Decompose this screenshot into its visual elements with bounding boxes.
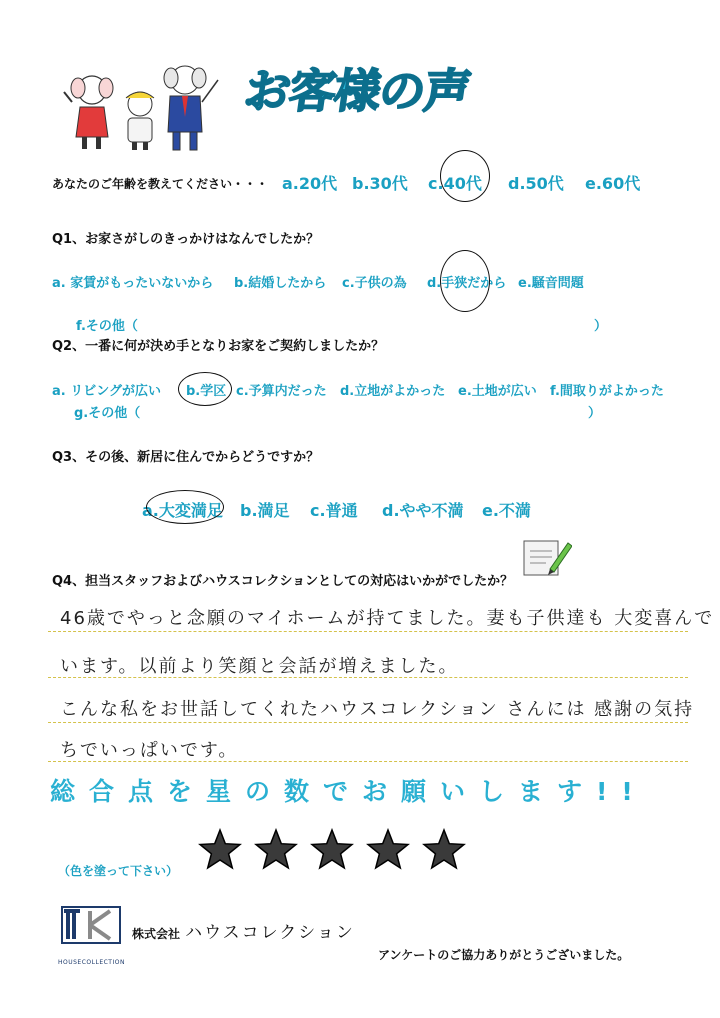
mascot-illustration: [60, 62, 220, 157]
star-icon[interactable]: [366, 828, 410, 872]
selected-circle-mark: [178, 372, 232, 406]
company-logo-icon: [58, 905, 124, 955]
star-icon[interactable]: [198, 828, 242, 872]
answer-rule: [48, 761, 688, 762]
age-option-b[interactable]: b.30代: [352, 174, 408, 193]
q2-option-d[interactable]: d.立地がよかった: [340, 384, 446, 399]
q2-other-close: ）: [588, 406, 602, 421]
q3-option-b[interactable]: b.満足: [240, 501, 290, 520]
q2-option-b[interactable]: b.学区: [186, 384, 227, 399]
selected-circle-mark: [440, 150, 490, 202]
q3-option-c[interactable]: c.普通: [310, 501, 358, 520]
thanks-message: アンケートのご協力ありがとうございました。: [378, 948, 630, 962]
q2-option-a[interactable]: a. リビングが広い: [52, 384, 161, 399]
age-option-c[interactable]: c.40代: [428, 174, 482, 193]
rating-note: （色を塗って下さい）: [58, 864, 179, 878]
selected-circle-mark: [440, 250, 490, 312]
q1-option-c[interactable]: c.子供の為: [342, 276, 407, 291]
answer-line-4: ちでいっぱいです。: [60, 740, 239, 761]
q3-option-a[interactable]: a.大変満足: [142, 501, 223, 520]
answer-line-1: 46歳でやっと念願のマイホームが持てました。妻も子供達も 大変喜んで: [60, 608, 715, 629]
q2-option-c[interactable]: c.予算内だった: [236, 384, 327, 399]
q4-question: Q4、担当スタッフおよびハウスコレクションとしての対応はいかがでしたか？: [52, 574, 514, 589]
star-rating[interactable]: [198, 828, 478, 878]
q3-option-e[interactable]: e.不満: [482, 501, 531, 520]
q2-option-e[interactable]: e.土地が広い: [458, 384, 537, 399]
selected-circle-mark: [146, 490, 224, 524]
q2-question: Q2、一番に何が決め手となりお家をご契約しましたか？: [52, 339, 385, 354]
q1-option-a[interactable]: a. 家賃がもったいないから: [52, 276, 214, 291]
q1-other-close: ）: [594, 319, 608, 334]
q3-question: Q3、その後、新居に住んでからどうですか？: [52, 450, 320, 465]
company-name: [132, 918, 355, 943]
q1-other-label[interactable]: f.その他（: [76, 319, 138, 334]
company-main-name: ハウスコレクション: [185, 923, 355, 943]
q3-option-d[interactable]: d.やや不満: [382, 501, 464, 520]
q1-option-b[interactable]: b.結婚したから: [234, 276, 327, 291]
star-icon[interactable]: [422, 828, 466, 872]
q2-other-label[interactable]: g.その他（: [74, 406, 141, 421]
age-option-a[interactable]: a.20代: [282, 174, 338, 193]
answer-line-3: こんな私をお世話してくれたハウスコレクション さんには 感謝の気持: [60, 699, 695, 720]
q1-question: Q1、お家さがしのきっかけはなんでしたか？: [52, 232, 320, 247]
page-title: お客様の声: [240, 64, 474, 118]
star-icon[interactable]: [254, 828, 298, 872]
company-logo: [58, 905, 125, 966]
age-option-d[interactable]: d.50代: [508, 174, 564, 193]
answer-rule: [48, 631, 688, 632]
memo-pencil-icon: [522, 535, 572, 585]
answer-rule: [48, 722, 688, 723]
elephant-family-icon: [60, 62, 220, 157]
q1-option-e[interactable]: e.騒音問題: [518, 276, 584, 291]
q2-option-f[interactable]: f.間取りがよかった: [550, 384, 664, 399]
age-question: あなたのご年齢を教えてください・・・: [52, 177, 269, 191]
q1-option-d[interactable]: d.手狭だから: [427, 276, 507, 291]
logo-caption: HOUSECOLLECTION: [58, 959, 125, 966]
rating-heading: 総合点を星の数でお願いします!!: [50, 777, 647, 806]
star-icon[interactable]: [310, 828, 354, 872]
age-option-e[interactable]: e.60代: [585, 174, 641, 193]
company-prefix: 株式会社: [132, 927, 181, 941]
answer-rule: [48, 677, 688, 678]
answer-line-2: います。以前より笑顔と会話が増えました。: [60, 656, 459, 677]
